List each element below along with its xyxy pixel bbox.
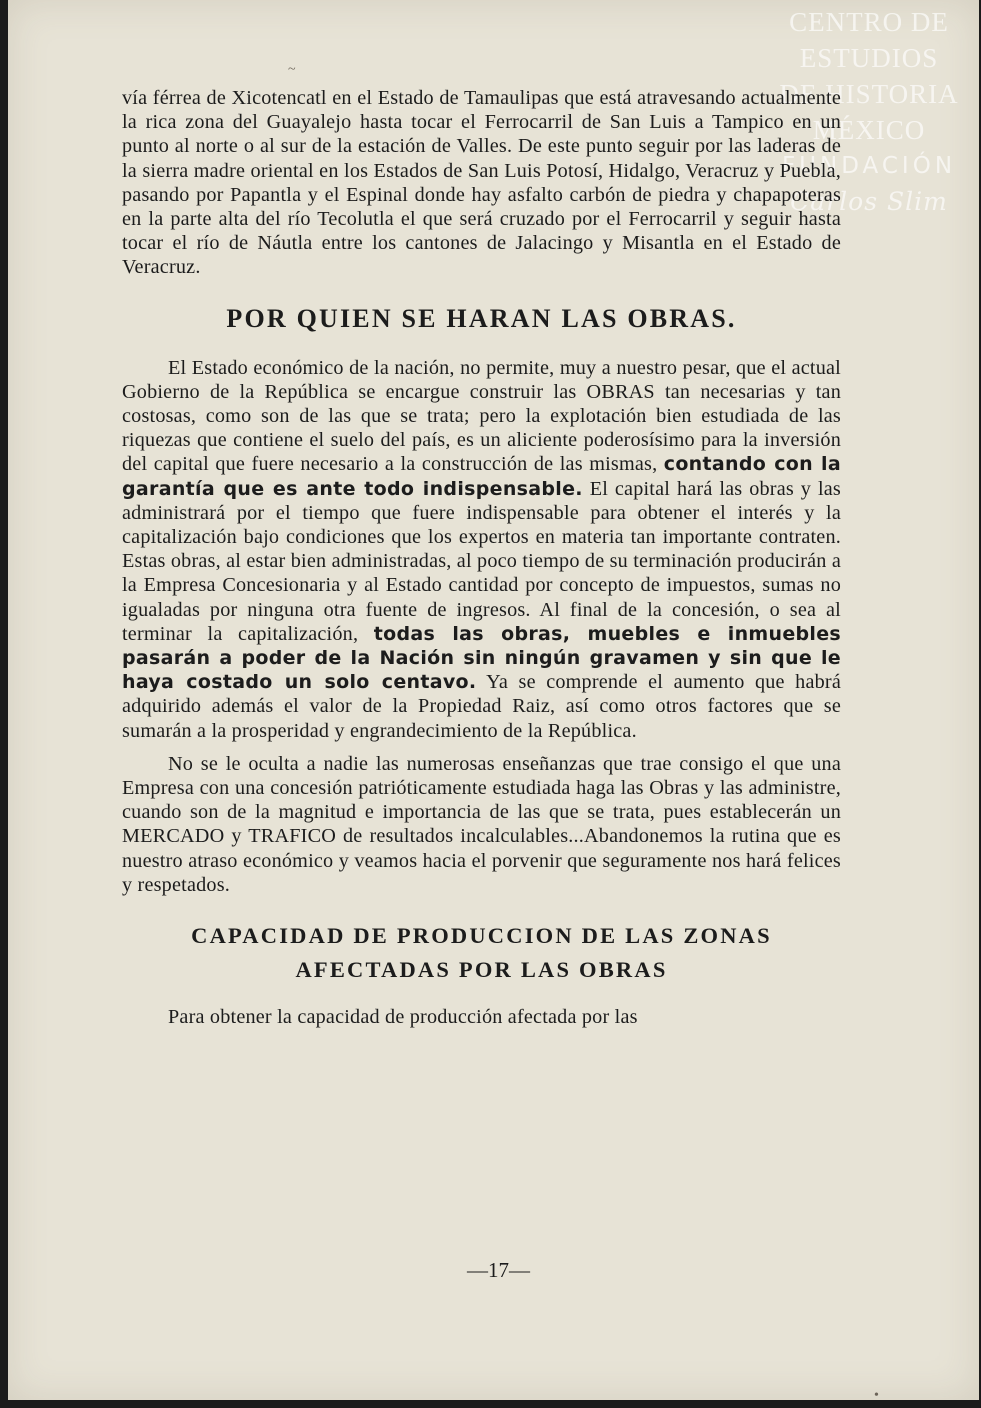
watermark-line: MÉXICO (812, 115, 926, 145)
paragraph-text: Ya se comprende el aumento que habrá adquirido además el valor de la Propiedad Raiz, así como otros factores que se sumarán a la prosperidad y engrandecimiento de la República. (122, 671, 841, 742)
watermark-line: FUNDACIÓN (781, 153, 957, 179)
watermark-line: CENTRO DE (789, 7, 949, 37)
body-paragraph: Para obtener la capacidad de producción afectada por las (168, 1006, 638, 1029)
print-speck: • (874, 1388, 879, 1403)
paragraph-text: El Estado económico de la nación, no permite, muy a nuestro pesar, que el actual Gobierno de la República se encargue construir las OBRAS tan necesarias y tan costosas, como son de las que se trata; pero la explotación bien estudiada de las riquezas que contiene el suelo del país, es un aliciente poderosísimo para la inversión del capital que fuere necesario a la construcción de las mismas, (122, 356, 841, 476)
watermark-line: ESTUDIOS (799, 43, 939, 73)
section-heading: POR QUIEN SE HARAN LAS OBRAS. (226, 303, 737, 333)
section-heading (122, 919, 841, 987)
body-paragraph (122, 356, 841, 743)
paragraph-text: El capital hará las obras y las administrará por el tiempo que fuere indispensable para obtener el interés y la capitalización bajo condiciones que los expertos en materia tan importante contraten. Estas obras, al estar bien administradas, al poco tiempo de su terminación producirán a la Empresa Concesionaria y al Estado cantidad por concepto de impuestos, sumas no igualadas por ninguna otra fuente de ingresos. Al final de la concesión, o sea al terminar la capitalización, (122, 477, 841, 645)
heading-line: CAPACIDAD DE PRODUCCION DE LAS ZONAS (191, 923, 772, 949)
emphasis-text: contando con la garantía que es ante todo indispensable. (122, 453, 841, 500)
heading-line: AFECTADAS POR LAS OBRAS (295, 957, 668, 983)
watermark-signature: Carlos Slim (790, 187, 948, 216)
body-paragraph: vía férrea de Xicotencatl en el Estado de Tamaulipas que está atravesando actualmente la rica zona del Guayalejo hasta tocar el Ferrocarril de San Luis a Tampico en un punto al norte o al sur de la estación de Valles. De este punto seguir por las laderas de la sierra madre oriental en los Estados de San Luis Potosí, Hidalgo, Veracruz y Puebla, pasando por Papantla y el Espinal donde hay asfalto carbón de piedra y chapapoteras en la parte alta del río Tecolutla el que será cruzado por el Ferrocarril y seguir hasta tocar el río de Náutla entre los cantones de Jalacingo y Misantla en el Estado de Veracruz. (122, 87, 841, 279)
print-speck: ~ (288, 62, 296, 77)
scanned-page (8, 0, 979, 1403)
emphasis-text: todas las obras, muebles e inmuebles pasarán a poder de la Nación sin ningún gravamen y sin que le haya costado un solo centavo. (122, 622, 842, 694)
page-number: —17— (467, 1258, 530, 1282)
body-paragraph: No se le oculta a nadie las numerosas enseñanzas que trae consigo el que una Empresa con una concesión patrióticamente estudiada haga las Obras y las administre, cuando son de la magnitud e importancia de las que se trata, pues establecerán un MERCADO y TRAFICO de resultados incalculables...Abandonemos la rutina que es nuestro atraso económico y veamos hacia el porvenir que seguramente nos hará felices y respetados. (122, 752, 841, 896)
document-body (122, 86, 841, 1029)
watermark-line: DE HISTORIA (779, 79, 959, 109)
